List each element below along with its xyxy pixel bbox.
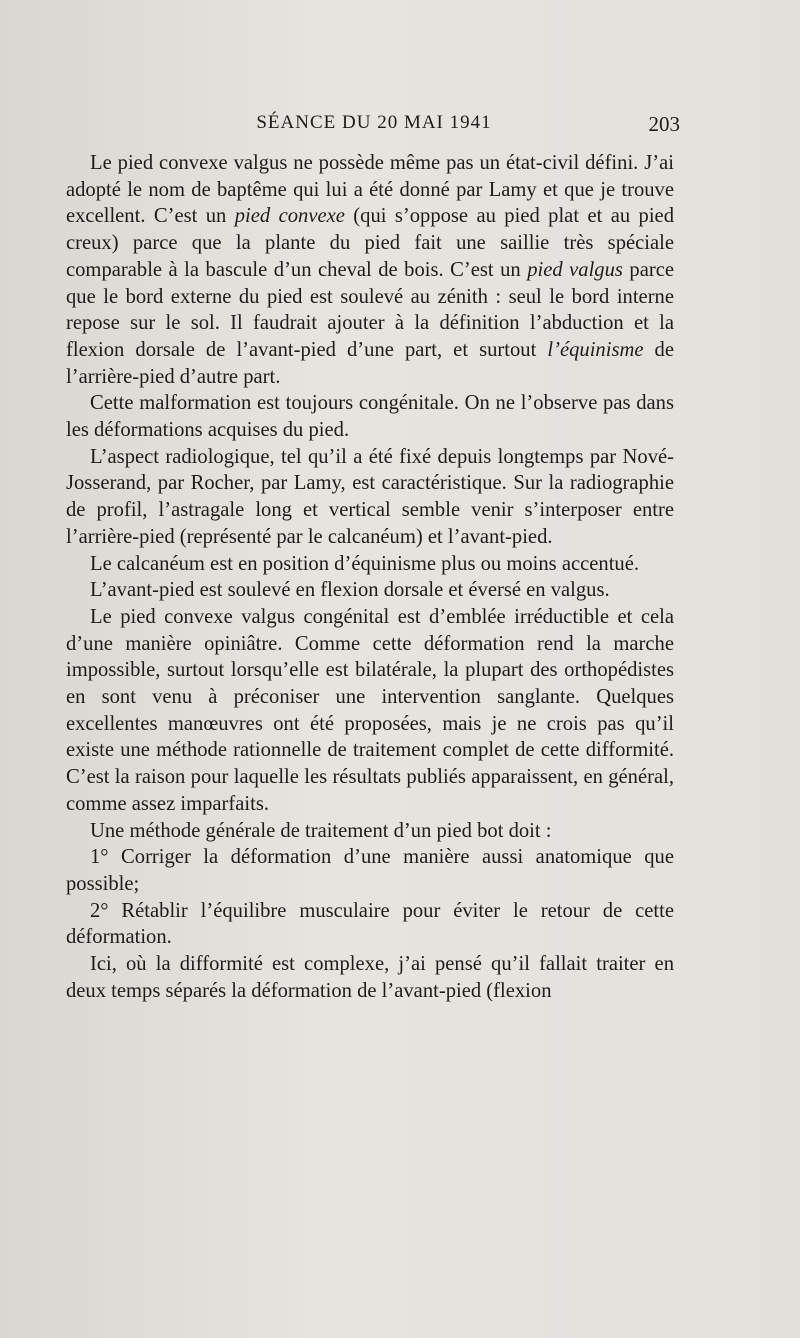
paragraph-step-2: 2° Rétablir l’équilibre musculaire pour éviter le retour de cette déformation. [66,899,674,949]
paragraph-congenital: Cette malformation est toujours congénitale. On ne l’observe pas dans les déformations acquises du pied. [66,392,674,442]
text-run: Le pied convexe valgus ne possède même pas un état-civil défini. J’ai adopté le nom de baptême qui lui a été donné par Lamy et que je trouve excellent. C’est un [66,152,674,228]
body-text [66,150,674,1005]
italic-term-equinisme: l’équinisme [547,338,644,361]
text-run: parce que le bord externe du pied est soulevé au zénith : seul le bord interne repose sur le sol. Il faudrait ajouter à la définition l’abduction et la flexion dorsale de l’avant-pied d’une part, et surtout [66,258,674,361]
italic-term-pied-valgus: pied valgus [527,258,623,281]
paragraph-irreductible: Le pied convexe valgus congénital est d’emblée irréductible et cela d’une manière opiniâtre. Comme cette déformation rend la marche impossible, surtout lorsqu’elle est bilatérale, la plupart des orthopédistes en sont venu à préconiser une intervention sanglante. Quelques excellentes manœuvres ont été proposées, mais je ne crois pas qu’il existe une méthode rationnelle de traitement complet de cette difformité. C’est la raison pour laquelle les résultats publiés apparaissent, en général, comme assez imparfaits. [66,605,674,815]
paragraph-methode: Une méthode générale de traitement d’un pied bot doit : [90,819,552,842]
paragraph-definition [66,150,674,390]
text-run: de l’arrière-pied d’autre part. [66,338,674,388]
paragraph-radiology: L’aspect radiologique, tel qu’il a été fixé depuis longtemps par Nové-Josserand, par Rocher, par Lamy, est caractéristique. Sur la radiographie de profil, l’astragale long et vertical semble venir s’interposer entre l’arrière-pied (représenté par le calcanéum) et l’avant-pied. [66,445,674,548]
page-header [68,112,680,142]
paragraph-traitement: Ici, où la difformité est complexe, j’ai pensé qu’il fallait traiter en deux temps séparés la déformation de l’avant-pied (flexion [66,953,674,1002]
text-run: (qui s’oppose au pied plat et au pied creux) parce que la plante du pied fait une saillie très spéciale comparable à la bascule d’un cheval de bois. C’est un [66,205,674,281]
running-head: SÉANCE DU 20 MAI 1941 [256,112,492,133]
paragraph-step-1: 1° Corriger la déformation d’une manière aussi anatomique que possible; [66,846,674,895]
paragraph-calcaneum: Le calcanéum est en position d’équinisme plus ou moins accentué. [90,552,640,575]
italic-term-pied-convexe: pied convexe [234,205,345,228]
page-number: 203 [648,112,680,136]
paragraph-avant-pied: L’avant-pied est soulevé en flexion dorsale et éversé en valgus. [90,579,610,602]
